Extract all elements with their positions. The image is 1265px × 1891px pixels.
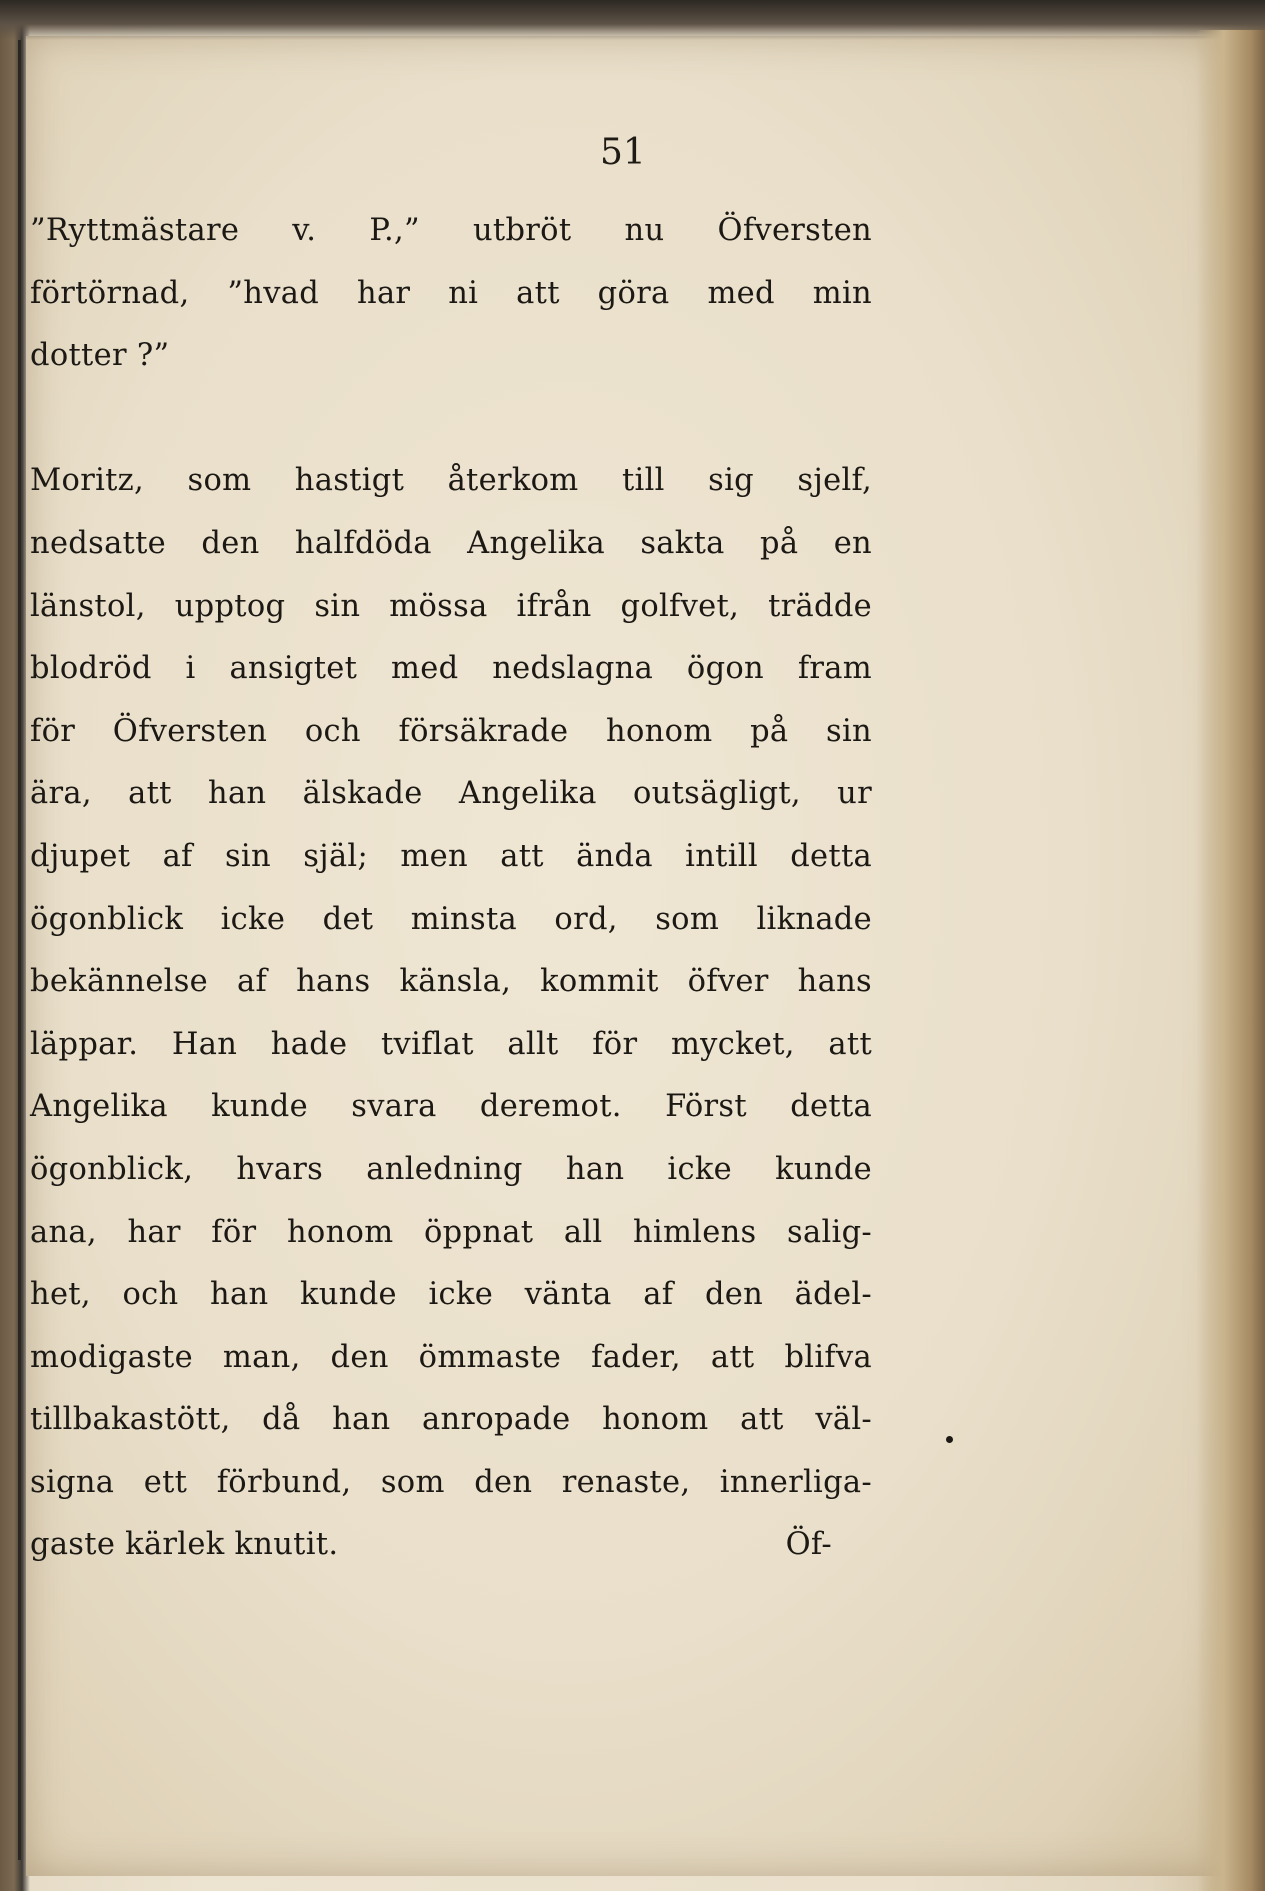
text-line: het, och han kunde icke vänta af den ädel-: [30, 1277, 872, 1313]
text-line: Moritz, som hastigt återkom till sig sjelf,: [30, 463, 872, 499]
text-line: signa ett förbund, som den renaste, innerliga-: [30, 1464, 872, 1500]
text-line: modigaste man, den ömmaste fader, att blifva: [30, 1339, 872, 1375]
text-line: tillbakastött, då han anropade honom att väl-: [30, 1402, 872, 1438]
page-fore-edge: [1196, 30, 1265, 1891]
top-shadow-edge: [0, 0, 1265, 40]
text-line: djupet af sin själ; men att ända intill detta: [30, 838, 872, 874]
text-line: ära, att han älskade Angelika outsägligt, ur: [30, 776, 872, 812]
text-line: dotter ?”: [30, 338, 170, 374]
text-line: förtörnad, ”hvad har ni att göra med min: [30, 275, 872, 311]
last-line-with-catchword: [30, 1514, 872, 1577]
spine-edge: [18, 40, 21, 1860]
text-line: ana, har för honom öppnat all himlens salig-: [30, 1214, 872, 1250]
text-line: för Öfversten och försäkrade honom på sin: [30, 713, 872, 749]
text-line: blodröd i ansigtet med nedslagna ögon fram: [30, 651, 872, 687]
body-text: [30, 200, 872, 1577]
text-line: bekännelse af hans känsla, kommit öfver hans: [30, 964, 872, 1000]
text-line: gaste kärlek knutit.: [30, 1527, 339, 1563]
text-line: läppar. Han hade tviflat allt för mycket, att: [30, 1026, 872, 1062]
page-number: 51: [600, 132, 646, 173]
text-line: nedsatte den halfdöda Angelika sakta på en: [30, 525, 872, 561]
text-line: ögonblick icke det minsta ord, som liknade: [30, 901, 872, 937]
ink-speck: [946, 1436, 953, 1443]
catchword: Öf-: [785, 1527, 832, 1563]
text-line: Angelika kunde svara deremot. Först detta: [30, 1089, 872, 1125]
text-line: ”Ryttmästare v. P.,” utbröt nu Öfversten: [30, 213, 872, 248]
paragraph-gap: [30, 388, 872, 451]
text-line: länstol, upptog sin mössa ifrån golfvet, trädde: [30, 588, 872, 624]
text-line: ögonblick, hvars anledning han icke kunde: [30, 1151, 872, 1187]
